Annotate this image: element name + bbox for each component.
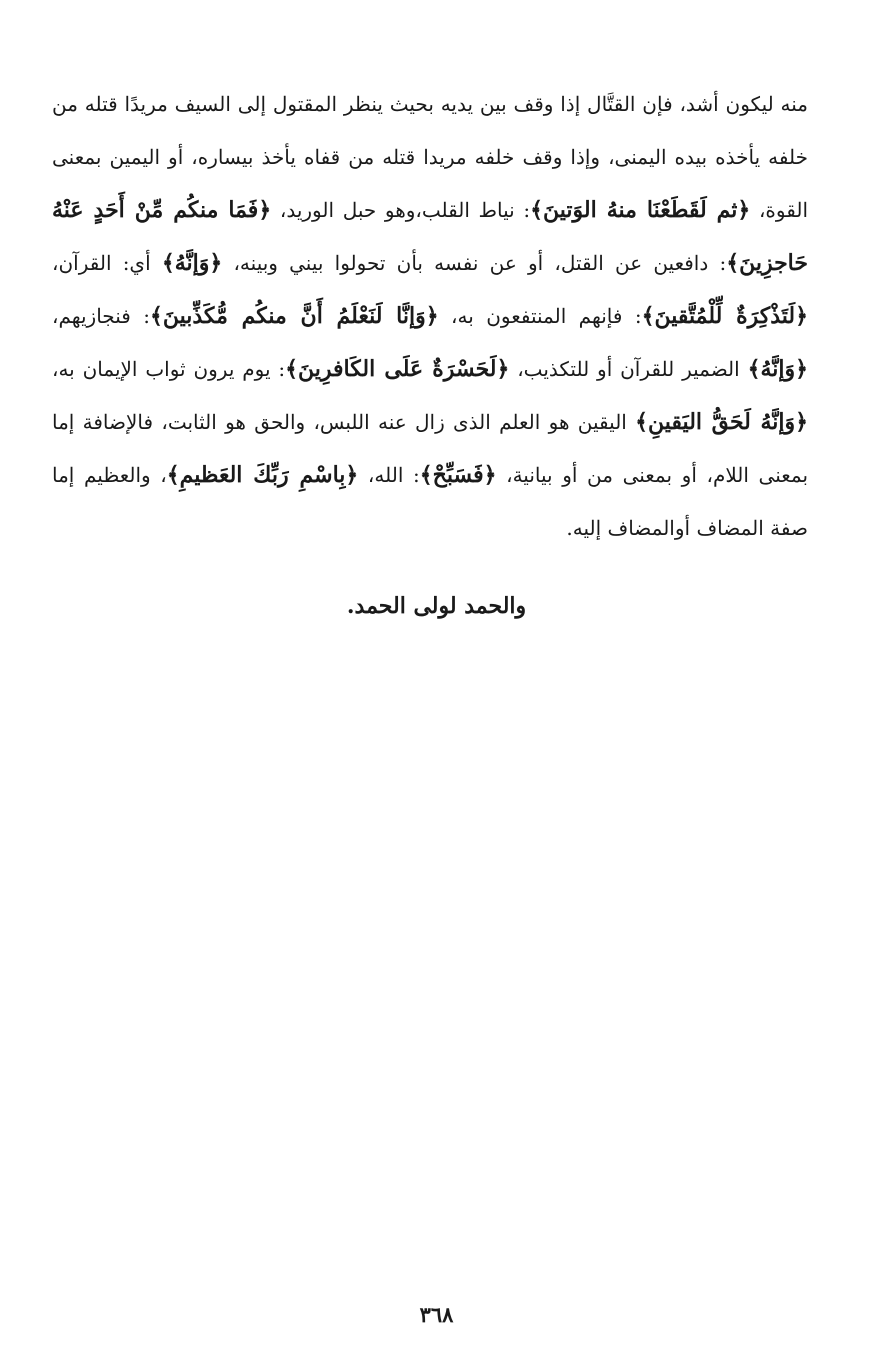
- quran-verse: ﴿لَحَسْرَةٌ عَلَى الكَافرِينَ﴾: [285, 356, 510, 382]
- commentary-text: ، والعظيم إما صفة المضاف أوالمضاف إليه.: [52, 463, 808, 540]
- quran-verse: ﴿بِاسْمِ رَبِّكَ العَظيمِ﴾: [166, 462, 359, 488]
- commentary-text: : يوم يرون ثواب الإيمان به،: [52, 357, 286, 381]
- closing-praise: والحمد لولى الحمد.: [346, 593, 527, 619]
- commentary-text: أي: القرآن،: [52, 251, 162, 275]
- commentary-text: : نياط القلب،وهو حبل الوريد،: [271, 198, 531, 222]
- commentary-text: : دافعين عن القتل، أو عن نفسه بأن تحولوا بيني وبينه،: [222, 251, 727, 275]
- commentary-text: : فنجازيهم،: [52, 304, 150, 328]
- commentary-text: منه ليكون أشد، فإن القتَّال إذا وقف بين يديه بحيث ينظر المقتول إلى السيف مريدًا قتله من خلفه يأخذه بيده اليمنى، وإذا وقف خلفه مريدا قتله من قفاه يأخذ بيساره، أو اليمين بمعنى القوة،: [52, 92, 808, 222]
- quran-verse: ﴿وَإنَّهُ﴾: [747, 356, 808, 382]
- commentary-text: : فإنهم المنتفعون به،: [438, 304, 642, 328]
- quran-verse: ﴿فَسَبِّحْ﴾: [419, 462, 497, 488]
- commentary-text: اليقين هو العلم الذى زال عنه اللبس، والحق هو الثابت، فالإضافة إما بمعنى اللام، أو بمعنى من أو بيانية،: [52, 410, 809, 487]
- quran-verse: ﴿وَإنَّهُ﴾: [161, 250, 223, 276]
- commentary-text: الضمير للقرآن أو للتكذيب،: [509, 357, 748, 381]
- page-number: ٣٦٨: [419, 1302, 454, 1327]
- tafsir-passage: [52, 78, 808, 555]
- quran-verse: ﴿لَتَذْكِرَةٌ لِّلْمُتَّقينَ﴾: [641, 303, 809, 329]
- quran-verse: ﴿فَمَا منكُم مِّنْ أَحَدٍ عَنْهُ حَاجزِينَ﴾: [52, 197, 808, 276]
- quran-verse: ﴿ثم لَقَطَعْنَا منهُ الوَتينَ﴾: [530, 197, 751, 223]
- quran-verse: ﴿وَإنَّهُ لَحَقُّ اليَقينِ﴾: [635, 409, 808, 435]
- commentary-text: : الله،: [358, 463, 420, 487]
- quran-verse: ﴿وَإنَّا لَنَعْلَمُ أَنَّ منكُم مُّكَذِّبينَ﴾: [149, 303, 439, 329]
